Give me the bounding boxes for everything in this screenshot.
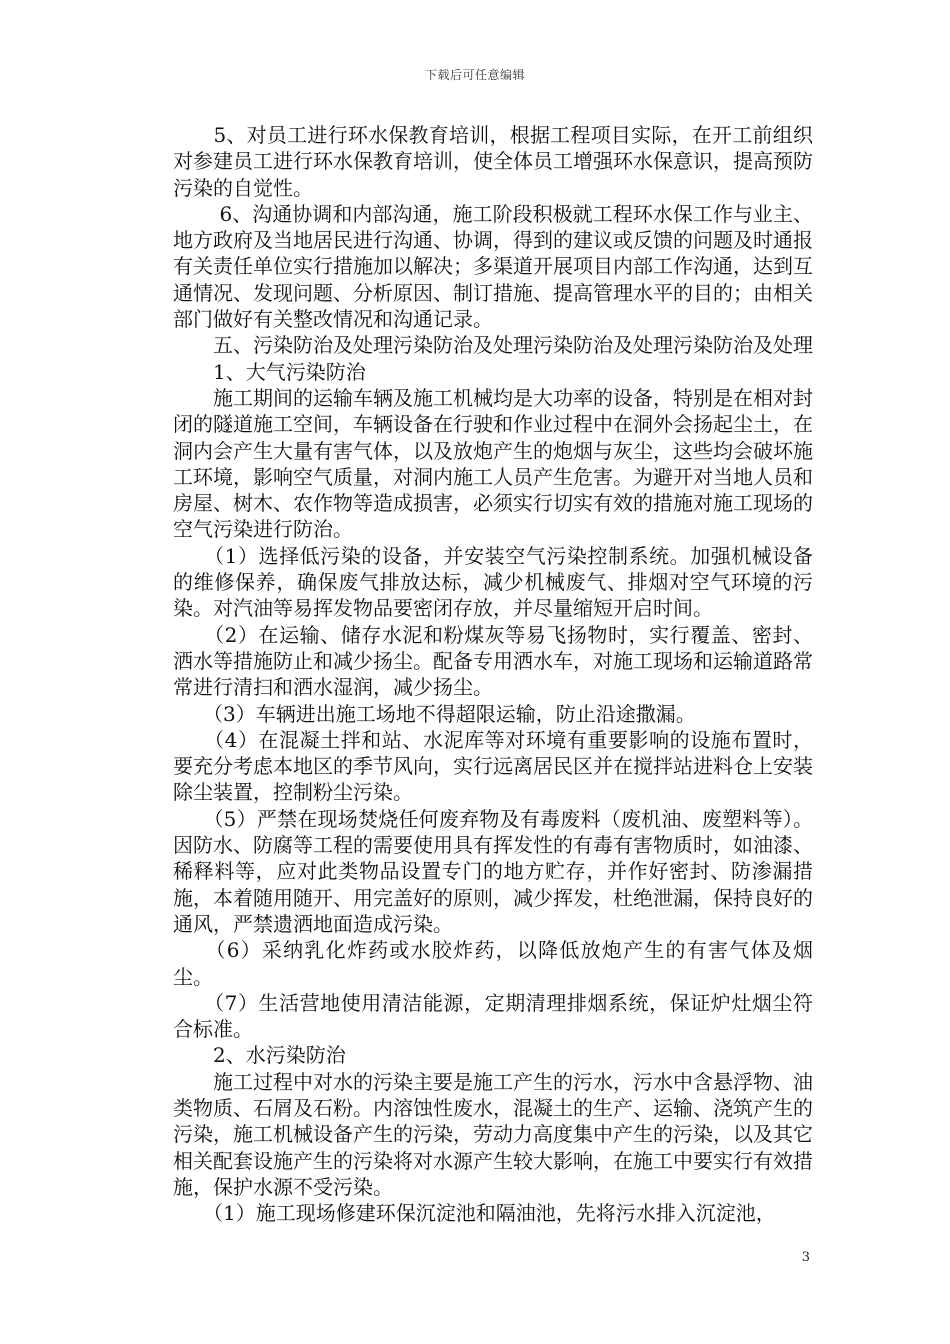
page-header: 下载后可任意编辑 bbox=[424, 68, 525, 82]
paragraph-air-intro: 施工期间的运输车辆及施工机械均是大功率的设备，特别是在相对封闭的隧道施工空间，车辆设备在行驶和作业过程中在洞外会扬起尘土，在洞内会产生大量有害气体，以及放炮产生的炮烟与灰尘，这些均会破坏施工环境，影响空气质量，对洞内施工人员产生危害。为避开对当地人员和房屋、树木、农作物等造成损害，必须实行切实有效的措施对施工现场的空气污染进行防治。 bbox=[173, 385, 813, 542]
paragraph-communication: 6、沟通协调和内部沟通，施工阶段积极就工程环水保工作与业主、地方政府及当地居民进行沟通、协调，得到的建议或反馈的问题及时通报有关责任单位实行措施加以解决；多渠道开展项目内部工作沟通，达到互通情况、发现问题、分析原因、制订措施、提高管理水平的目的；由相关部门做好有关整改情况和沟通记录。 bbox=[173, 201, 813, 332]
list-item-air-1: （1）选择低污染的设备，并安装空气污染控制系统。加强机械设备的维修保养，确保废气排放达标，减少机械废气、排烟对空气环境的污染。对汽油等易挥发物品要密闭存放，并尽量缩短开启时间。 bbox=[173, 543, 813, 621]
list-item-air-2: （2）在运输、储存水泥和粉煤灰等易飞扬物时，实行覆盖、密封、洒水等措施防止和减少扬尘。配备专用洒水车，对施工现场和运输道路常常进行清扫和洒水湿润，减少扬尘。 bbox=[173, 622, 813, 700]
paragraph-staff-training: 5、对员工进行环水保教育培训，根据工程项目实际，在开工前组织对参建员工进行环水保教育培训，使全体员工增强环水保意识，提高预防污染的自觉性。 bbox=[173, 123, 813, 200]
list-item-air-5: （5）严禁在现场焚烧任何废弃物及有毒废料（废机油、废塑料等）。因防水、防腐等工程的需要使用具有挥发性的有毒有害物质时，如油漆、稀释料等，应对此类物品设置专门的地方贮存，并作好密封、防渗漏措施，本着随用随开、用完盖好的原则，减少挥发，杜绝泄漏，保持良好的通风，严禁遗洒地面造成污染。 bbox=[173, 806, 813, 936]
list-item-water-1: （1）施工现场修建环保沉淀池和隔油池，先将污水排入沉淀池， bbox=[173, 1201, 776, 1226]
list-item-air-7: （7）生活营地使用清洁能源，定期清理排烟系统，保证炉灶烟尘符合标准。 bbox=[173, 990, 813, 1042]
subheading-air-pollution: 1、大气污染防治 bbox=[173, 359, 366, 384]
subheading-water-pollution: 2、水污染防治 bbox=[173, 1043, 346, 1068]
section-heading-pollution: 五、污染防治及处理污染防治及处理污染防治及处理污染防治及处理 bbox=[173, 333, 813, 358]
paragraph-water-intro: 施工过程中对水的污染主要是施工产生的污水，污水中含悬浮物、油类物质、石屑及石粉。内溶蚀性废水，混凝土的生产、运输、浇筑产生的污染，施工机械设备产生的污染，劳动力高度集中产生的污染，以及其它相关配套设施产生的污染将对水源产生较大影响，在施工中要实行有效措施，保护水源不受污染。 bbox=[173, 1069, 813, 1199]
page-number: 3 bbox=[801, 1250, 810, 1265]
document-body bbox=[173, 122, 813, 1226]
list-item-air-3: （3）车辆进出施工场地不得超限运输，防止沿途撒漏。 bbox=[173, 701, 696, 726]
list-item-air-4: （4）在混凝土拌和站、水泥库等对环境有重要影响的设施布置时，要充分考虑本地区的季节风向，实行远离居民区并在搅拌站进料仓上安装除尘装置，控制粉尘污染。 bbox=[173, 727, 813, 805]
list-item-air-6: （6）采纳乳化炸药或水胶炸药，以降低放炮产生的有害气体及烟尘。 bbox=[173, 938, 813, 989]
